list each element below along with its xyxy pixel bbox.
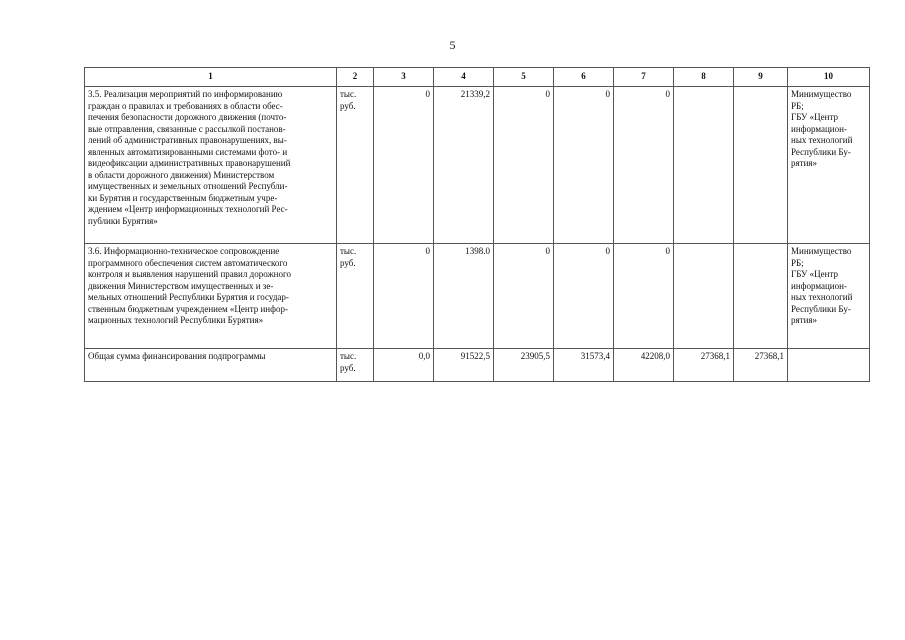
table-row — [85, 244, 870, 349]
header-cell: 5 — [494, 68, 554, 87]
value-cell: 0 — [554, 87, 614, 244]
header-cell: 8 — [674, 68, 734, 87]
header-cell: 6 — [554, 68, 614, 87]
header-cell: 4 — [434, 68, 494, 87]
header-cell: 9 — [734, 68, 788, 87]
measure-description: 3.6. Информационно-техническое сопровождение программного обеспечения систем автоматического контроля и выявления нарушений правил дорожного движения Министерством имущественных и зе- мельных отношений Республики Бурятия и государ- ственным бюджетным учреждением «Центр инфор- мационных технологий Республики Бурятия» — [85, 244, 337, 349]
value-cell: 0 — [494, 87, 554, 244]
executor-cell — [788, 349, 870, 382]
value-cell — [674, 87, 734, 244]
header-cell: 7 — [614, 68, 674, 87]
unit-cell: тыс. руб. — [337, 87, 374, 244]
unit-cell: тыс. руб. — [337, 244, 374, 349]
executor-cell: Минимущество РБ; ГБУ «Центр информацион- ных технологий Республики Бу- рятия» — [788, 87, 870, 244]
value-cell: 0 — [374, 87, 434, 244]
header-row — [85, 68, 870, 87]
unit-cell: тыс. руб. — [337, 349, 374, 382]
value-cell: 0 — [554, 244, 614, 349]
value-cell: 0 — [374, 244, 434, 349]
funding-table — [84, 67, 870, 382]
header-cell: 2 — [337, 68, 374, 87]
value-cell: 0 — [614, 244, 674, 349]
value-cell — [674, 244, 734, 349]
executor-cell: Минимущество РБ; ГБУ «Центр информацион- ных технологий Республики Бу- рятия» — [788, 244, 870, 349]
total-label: Общая сумма финансирования подпрограммы — [85, 349, 337, 382]
table-row — [85, 87, 870, 244]
value-cell: 27368,1 — [734, 349, 788, 382]
value-cell — [734, 87, 788, 244]
value-cell: 91522,5 — [434, 349, 494, 382]
value-cell — [734, 244, 788, 349]
header-cell: 10 — [788, 68, 870, 87]
value-cell: 0 — [494, 244, 554, 349]
measure-description: 3.5. Реализация мероприятий по информированию граждан о правилах и требованиях в области обес- печения безопасности дорожного движения (почто- вые отправления, связанные с рассылкой постанов- лений об административных правонарушениях, вы- явленных автоматизированными системами фото- и видеофиксации административных правонарушений в области дорожного движения) Министерством имущественных и земельных отношений Республи- ки Бурятия и государственным бюджетным учре- ждением «Центр информационных технологий Рес- публики Бурятия» — [85, 87, 337, 244]
value-cell: 0 — [614, 87, 674, 244]
value-cell: 31573,4 — [554, 349, 614, 382]
page-number: 5 — [449, 38, 456, 52]
header-cell: 1 — [85, 68, 337, 87]
value-cell: 27368,1 — [674, 349, 734, 382]
total-row — [85, 349, 870, 382]
header-cell: 3 — [374, 68, 434, 87]
value-cell: 42208,0 — [614, 349, 674, 382]
value-cell: 21339,2 — [434, 87, 494, 244]
value-cell: 23905,5 — [494, 349, 554, 382]
value-cell: 0,0 — [374, 349, 434, 382]
value-cell: 1398.0 — [434, 244, 494, 349]
